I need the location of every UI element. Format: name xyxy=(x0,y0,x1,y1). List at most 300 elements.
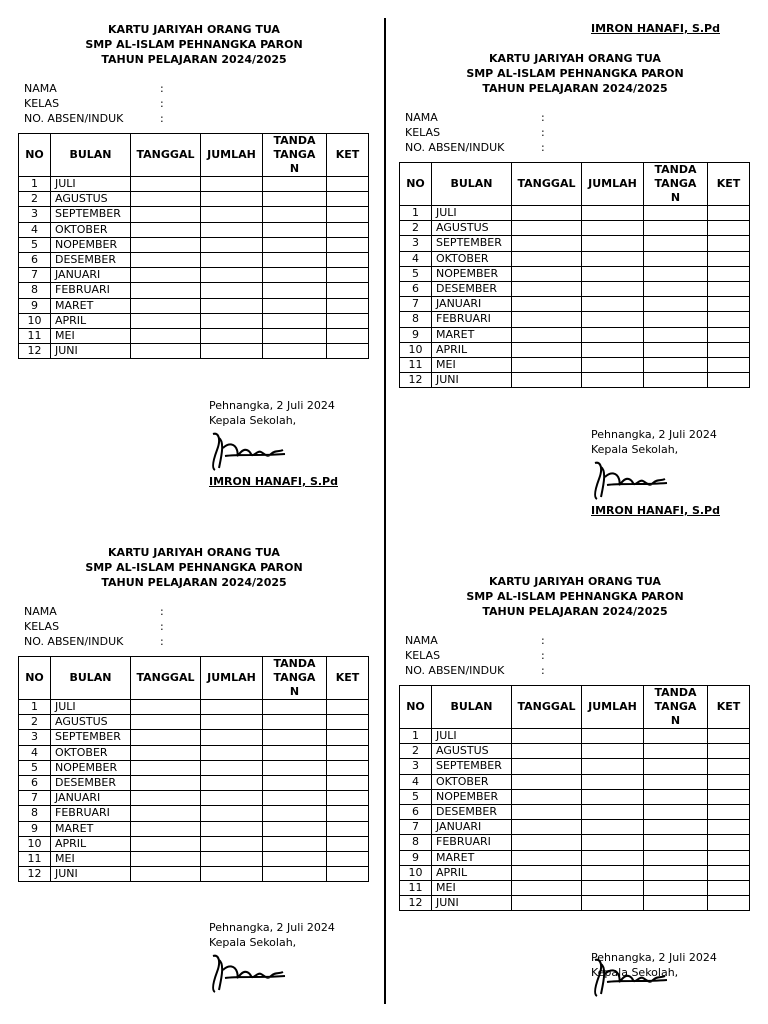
row-tanggal-cell xyxy=(512,221,582,236)
col-header-tanda-tangan xyxy=(644,686,708,729)
row-tanda-tangan-cell xyxy=(263,806,327,821)
table-row xyxy=(19,730,369,745)
row-tanda-tangan-cell xyxy=(644,835,708,850)
row-tanggal-cell xyxy=(131,700,201,715)
row-no: 8 xyxy=(19,806,51,821)
row-tanggal-cell xyxy=(512,774,582,789)
row-ket-cell xyxy=(327,760,369,775)
row-tanggal-cell xyxy=(131,313,201,328)
row-tanda-tangan-cell xyxy=(644,312,708,327)
field-label: NO. ABSEN/INDUK xyxy=(24,112,124,125)
row-ket-cell xyxy=(708,744,750,759)
row-tanggal-cell xyxy=(131,775,201,790)
row-jumlah-cell xyxy=(582,297,644,312)
field-colon: : xyxy=(160,635,164,648)
signature-block-top-left xyxy=(209,398,379,489)
row-month: FEBRUARI xyxy=(432,835,512,850)
row-no: 7 xyxy=(19,268,51,283)
row-tanda-tangan-cell xyxy=(644,896,708,911)
row-no: 8 xyxy=(400,835,432,850)
row-tanggal-cell xyxy=(512,850,582,865)
row-no: 6 xyxy=(400,804,432,819)
table-row xyxy=(19,192,369,207)
row-ket-cell xyxy=(327,791,369,806)
field-absen xyxy=(24,111,370,126)
field-nama xyxy=(24,81,370,96)
row-ket-cell xyxy=(327,192,369,207)
table-row xyxy=(19,328,369,343)
table-row xyxy=(400,312,750,327)
row-no: 1 xyxy=(400,729,432,744)
card-title-line2: SMP AL-ISLAM PEHNANGKA PARON xyxy=(85,38,303,51)
row-tanda-tangan-cell xyxy=(263,836,327,851)
row-ket-cell xyxy=(708,373,750,388)
col-header-tanda-line3: N xyxy=(670,714,681,727)
table-row xyxy=(19,851,369,866)
row-no: 6 xyxy=(19,252,51,267)
field-absen xyxy=(405,663,751,678)
col-header-jumlah: JUMLAH xyxy=(582,686,644,729)
row-tanggal-cell xyxy=(512,729,582,744)
row-no: 7 xyxy=(19,791,51,806)
signature-place-date: Pehnangka, 2 Juli 2024 xyxy=(591,428,717,441)
row-ket-cell xyxy=(708,251,750,266)
row-month: NOPEMBER xyxy=(432,266,512,281)
row-no: 8 xyxy=(19,283,51,298)
row-month: AGUSTUS xyxy=(432,221,512,236)
row-month: SEPTEMBER xyxy=(51,730,131,745)
row-tanda-tangan-cell xyxy=(644,865,708,880)
row-tanda-tangan-cell xyxy=(263,730,327,745)
signature-role: Kepala Sekolah, xyxy=(209,414,297,427)
row-ket-cell xyxy=(708,281,750,296)
row-ket-cell xyxy=(327,730,369,745)
row-month: NOPEMBER xyxy=(51,760,131,775)
card-top-right xyxy=(399,51,751,388)
row-ket-cell xyxy=(327,851,369,866)
row-tanda-tangan-cell xyxy=(644,327,708,342)
row-no: 10 xyxy=(19,836,51,851)
row-no: 5 xyxy=(19,237,51,252)
col-header-tanda-line1: TANDA xyxy=(654,686,697,699)
col-header-no: NO xyxy=(19,134,51,177)
row-month: JULI xyxy=(432,729,512,744)
col-header-bulan: BULAN xyxy=(51,657,131,700)
row-ket-cell xyxy=(327,700,369,715)
row-no: 2 xyxy=(19,715,51,730)
field-colon: : xyxy=(160,620,164,633)
table-row xyxy=(400,297,750,312)
row-tanda-tangan-cell xyxy=(644,774,708,789)
row-tanda-tangan-cell xyxy=(644,880,708,895)
row-tanda-tangan-cell xyxy=(644,789,708,804)
signatory-name: IMRON HANAFI, S.Pd xyxy=(591,504,720,517)
row-month: OKTOBER xyxy=(432,251,512,266)
row-tanggal-cell xyxy=(512,206,582,221)
card-title xyxy=(18,22,370,67)
row-ket-cell xyxy=(708,327,750,342)
table-row xyxy=(19,207,369,222)
row-month: DESEMBER xyxy=(432,804,512,819)
card-title xyxy=(18,545,370,590)
row-tanggal-cell xyxy=(131,715,201,730)
col-header-jumlah: JUMLAH xyxy=(582,163,644,206)
table-header-row xyxy=(19,134,369,177)
row-no: 8 xyxy=(400,312,432,327)
row-ket-cell xyxy=(708,820,750,835)
row-month: JANUARI xyxy=(51,268,131,283)
row-no: 1 xyxy=(400,206,432,221)
card-title-line3: TAHUN PELAJARAN 2024/2025 xyxy=(482,82,668,95)
row-tanggal-cell xyxy=(131,252,201,267)
row-jumlah-cell xyxy=(582,251,644,266)
col-header-tanda-tangan xyxy=(644,163,708,206)
signature-place-date: Pehnangka, 2 Juli 2024 xyxy=(209,921,335,934)
payment-table xyxy=(18,133,369,359)
row-month: APRIL xyxy=(51,313,131,328)
row-ket-cell xyxy=(327,344,369,359)
row-tanggal-cell xyxy=(512,281,582,296)
row-jumlah-cell xyxy=(201,268,263,283)
row-tanggal-cell xyxy=(131,222,201,237)
col-header-bulan: BULAN xyxy=(51,134,131,177)
field-label: NAMA xyxy=(24,82,57,95)
row-tanggal-cell xyxy=(131,268,201,283)
row-tanggal-cell xyxy=(512,744,582,759)
row-tanda-tangan-cell xyxy=(263,252,327,267)
row-month: APRIL xyxy=(432,342,512,357)
row-tanda-tangan-cell xyxy=(263,791,327,806)
row-jumlah-cell xyxy=(201,222,263,237)
table-row xyxy=(400,251,750,266)
row-ket-cell xyxy=(327,328,369,343)
row-tanda-tangan-cell xyxy=(263,283,327,298)
row-month: MARET xyxy=(51,298,131,313)
row-jumlah-cell xyxy=(201,177,263,192)
row-tanda-tangan-cell xyxy=(644,251,708,266)
row-tanggal-cell xyxy=(131,207,201,222)
row-month: FEBRUARI xyxy=(51,283,131,298)
col-header-ket: KET xyxy=(708,686,750,729)
row-tanda-tangan-cell xyxy=(263,745,327,760)
field-kelas xyxy=(405,125,751,140)
handwritten-signature xyxy=(591,457,671,503)
row-ket-cell xyxy=(708,880,750,895)
row-jumlah-cell xyxy=(582,373,644,388)
row-tanda-tangan-cell xyxy=(644,820,708,835)
table-body xyxy=(19,177,369,359)
row-jumlah-cell xyxy=(582,759,644,774)
row-jumlah-cell xyxy=(201,867,263,882)
table-row xyxy=(19,760,369,775)
row-month: JULI xyxy=(51,177,131,192)
row-jumlah-cell xyxy=(582,312,644,327)
row-no: 4 xyxy=(19,745,51,760)
row-month: FEBRUARI xyxy=(432,312,512,327)
row-tanggal-cell xyxy=(512,820,582,835)
row-tanggal-cell xyxy=(512,266,582,281)
row-ket-cell xyxy=(327,775,369,790)
row-tanda-tangan-cell xyxy=(644,221,708,236)
row-jumlah-cell xyxy=(201,851,263,866)
table-header-row xyxy=(19,657,369,700)
row-month: OKTOBER xyxy=(432,774,512,789)
row-no: 3 xyxy=(400,759,432,774)
row-month: APRIL xyxy=(432,865,512,880)
table-row xyxy=(400,759,750,774)
card-title-line3: TAHUN PELAJARAN 2024/2025 xyxy=(101,576,287,589)
row-ket-cell xyxy=(327,207,369,222)
row-jumlah-cell xyxy=(582,744,644,759)
field-label: NO. ABSEN/INDUK xyxy=(405,664,505,677)
row-no: 11 xyxy=(400,880,432,895)
table-row xyxy=(400,729,750,744)
row-no: 10 xyxy=(400,865,432,880)
row-jumlah-cell xyxy=(201,344,263,359)
row-no: 9 xyxy=(19,821,51,836)
row-no: 11 xyxy=(19,328,51,343)
col-header-tanggal: TANGGAL xyxy=(512,686,582,729)
row-tanda-tangan-cell xyxy=(644,729,708,744)
row-tanggal-cell xyxy=(512,865,582,880)
row-tanggal-cell xyxy=(131,745,201,760)
row-no: 5 xyxy=(400,266,432,281)
row-jumlah-cell xyxy=(201,806,263,821)
table-row xyxy=(400,896,750,911)
row-month: JULI xyxy=(432,206,512,221)
payment-table xyxy=(399,162,750,388)
payment-table xyxy=(18,656,369,882)
field-label: KELAS xyxy=(24,620,60,633)
table-body xyxy=(400,729,750,911)
card-bottom-right xyxy=(399,574,751,911)
student-fields xyxy=(399,633,751,678)
row-tanggal-cell xyxy=(512,880,582,895)
row-month: MARET xyxy=(432,327,512,342)
table-row xyxy=(400,865,750,880)
card-title-line1: KARTU JARIYAH ORANG TUA xyxy=(108,23,280,36)
row-tanggal-cell xyxy=(512,342,582,357)
overflow-signatory-name: IMRON HANAFI, S.Pd xyxy=(591,22,720,35)
col-header-tanda-line2: TANGA xyxy=(654,177,697,190)
signature-block-bottom-right xyxy=(591,950,761,1000)
row-tanda-tangan-cell xyxy=(263,760,327,775)
row-ket-cell xyxy=(708,206,750,221)
row-month: DESEMBER xyxy=(432,281,512,296)
field-colon: : xyxy=(160,82,164,95)
page-divider xyxy=(384,18,386,1004)
row-ket-cell xyxy=(327,177,369,192)
row-tanggal-cell xyxy=(512,312,582,327)
card-bottom-left xyxy=(18,545,370,882)
row-tanda-tangan-cell xyxy=(263,344,327,359)
row-month: JANUARI xyxy=(432,297,512,312)
table-body xyxy=(400,206,750,388)
table-row xyxy=(19,806,369,821)
row-no: 3 xyxy=(19,730,51,745)
table-row xyxy=(400,820,750,835)
row-no: 4 xyxy=(400,774,432,789)
row-jumlah-cell xyxy=(582,236,644,251)
row-tanda-tangan-cell xyxy=(644,342,708,357)
row-jumlah-cell xyxy=(201,252,263,267)
row-ket-cell xyxy=(327,298,369,313)
row-tanda-tangan-cell xyxy=(263,192,327,207)
row-tanggal-cell xyxy=(131,867,201,882)
row-month: JUNI xyxy=(432,373,512,388)
handwritten-signature xyxy=(209,950,289,996)
row-jumlah-cell xyxy=(201,700,263,715)
row-tanggal-cell xyxy=(512,297,582,312)
row-jumlah-cell xyxy=(582,835,644,850)
row-tanggal-cell xyxy=(131,177,201,192)
col-header-tanda-tangan xyxy=(263,134,327,177)
table-row xyxy=(19,715,369,730)
col-header-tanda-line1: TANDA xyxy=(273,134,316,147)
row-ket-cell xyxy=(327,237,369,252)
col-header-tanggal: TANGGAL xyxy=(512,163,582,206)
row-tanda-tangan-cell xyxy=(644,206,708,221)
table-row xyxy=(400,327,750,342)
row-month: MARET xyxy=(432,850,512,865)
signature-role: Kepala Sekolah, xyxy=(591,966,679,979)
row-jumlah-cell xyxy=(201,313,263,328)
table-row xyxy=(400,789,750,804)
field-label: KELAS xyxy=(405,126,441,139)
row-jumlah-cell xyxy=(582,327,644,342)
card-title xyxy=(399,51,751,96)
row-tanda-tangan-cell xyxy=(263,821,327,836)
col-header-tanggal: TANGGAL xyxy=(131,657,201,700)
table-row xyxy=(19,791,369,806)
row-no: 11 xyxy=(400,357,432,372)
payment-table xyxy=(399,685,750,911)
field-kelas xyxy=(24,619,370,634)
table-row xyxy=(400,880,750,895)
row-ket-cell xyxy=(708,896,750,911)
row-ket-cell xyxy=(708,297,750,312)
row-no: 5 xyxy=(19,760,51,775)
table-row xyxy=(400,266,750,281)
card-title-line2: SMP AL-ISLAM PEHNANGKA PARON xyxy=(85,561,303,574)
row-no: 9 xyxy=(400,327,432,342)
row-no: 4 xyxy=(400,251,432,266)
row-no: 11 xyxy=(19,851,51,866)
row-ket-cell xyxy=(708,342,750,357)
table-row xyxy=(19,836,369,851)
field-absen xyxy=(405,140,751,155)
row-no: 6 xyxy=(400,281,432,296)
row-jumlah-cell xyxy=(582,896,644,911)
row-jumlah-cell xyxy=(582,221,644,236)
table-row xyxy=(19,745,369,760)
row-tanggal-cell xyxy=(512,327,582,342)
row-tanda-tangan-cell xyxy=(644,759,708,774)
row-ket-cell xyxy=(708,266,750,281)
row-jumlah-cell xyxy=(201,715,263,730)
card-title-line3: TAHUN PELAJARAN 2024/2025 xyxy=(101,53,287,66)
table-row xyxy=(400,236,750,251)
row-tanda-tangan-cell xyxy=(644,373,708,388)
row-tanggal-cell xyxy=(512,373,582,388)
row-jumlah-cell xyxy=(582,729,644,744)
row-tanggal-cell xyxy=(131,298,201,313)
col-header-tanda-line2: TANGA xyxy=(273,671,316,684)
row-tanggal-cell xyxy=(512,236,582,251)
table-header-row xyxy=(400,163,750,206)
row-month: APRIL xyxy=(51,836,131,851)
row-no: 10 xyxy=(19,313,51,328)
card-title-line1: KARTU JARIYAH ORANG TUA xyxy=(489,575,661,588)
row-tanggal-cell xyxy=(131,791,201,806)
row-jumlah-cell xyxy=(582,342,644,357)
row-jumlah-cell xyxy=(201,821,263,836)
col-header-tanda-line2: TANGA xyxy=(273,148,316,161)
card-top-left xyxy=(18,22,370,359)
col-header-tanda-line3: N xyxy=(670,191,681,204)
table-row xyxy=(19,775,369,790)
row-month: FEBRUARI xyxy=(51,806,131,821)
row-month: MEI xyxy=(432,357,512,372)
col-header-bulan: BULAN xyxy=(432,686,512,729)
field-nama xyxy=(405,110,751,125)
row-no: 7 xyxy=(400,297,432,312)
col-header-no: NO xyxy=(400,163,432,206)
field-label: KELAS xyxy=(24,97,60,110)
col-header-tanda-tangan xyxy=(263,657,327,700)
row-tanggal-cell xyxy=(131,821,201,836)
row-jumlah-cell xyxy=(582,820,644,835)
col-header-no: NO xyxy=(19,657,51,700)
row-ket-cell xyxy=(708,789,750,804)
field-colon: : xyxy=(541,141,545,154)
table-row xyxy=(19,700,369,715)
row-tanda-tangan-cell xyxy=(263,207,327,222)
row-jumlah-cell xyxy=(201,836,263,851)
row-tanda-tangan-cell xyxy=(263,700,327,715)
row-ket-cell xyxy=(708,850,750,865)
row-no: 9 xyxy=(19,298,51,313)
row-tanda-tangan-cell xyxy=(644,850,708,865)
field-nama xyxy=(24,604,370,619)
row-no: 1 xyxy=(19,700,51,715)
row-no: 1 xyxy=(19,177,51,192)
field-kelas xyxy=(405,648,751,663)
row-month: NOPEMBER xyxy=(432,789,512,804)
row-month: MEI xyxy=(51,328,131,343)
field-colon: : xyxy=(541,111,545,124)
table-row xyxy=(400,281,750,296)
col-header-tanda-line1: TANDA xyxy=(273,657,316,670)
row-month: OKTOBER xyxy=(51,222,131,237)
row-month: MEI xyxy=(51,851,131,866)
signatory-name: IMRON HANAFI, S.Pd xyxy=(209,475,338,488)
field-kelas xyxy=(24,96,370,111)
col-header-tanda-line3: N xyxy=(289,685,300,698)
row-no: 2 xyxy=(400,744,432,759)
table-row xyxy=(400,373,750,388)
row-no: 7 xyxy=(400,820,432,835)
student-fields xyxy=(18,604,370,649)
row-tanda-tangan-cell xyxy=(263,222,327,237)
field-colon: : xyxy=(160,605,164,618)
row-jumlah-cell xyxy=(582,804,644,819)
card-title xyxy=(399,574,751,619)
table-row xyxy=(19,177,369,192)
table-row xyxy=(19,298,369,313)
row-no: 12 xyxy=(19,344,51,359)
signature-role: Kepala Sekolah, xyxy=(591,443,679,456)
